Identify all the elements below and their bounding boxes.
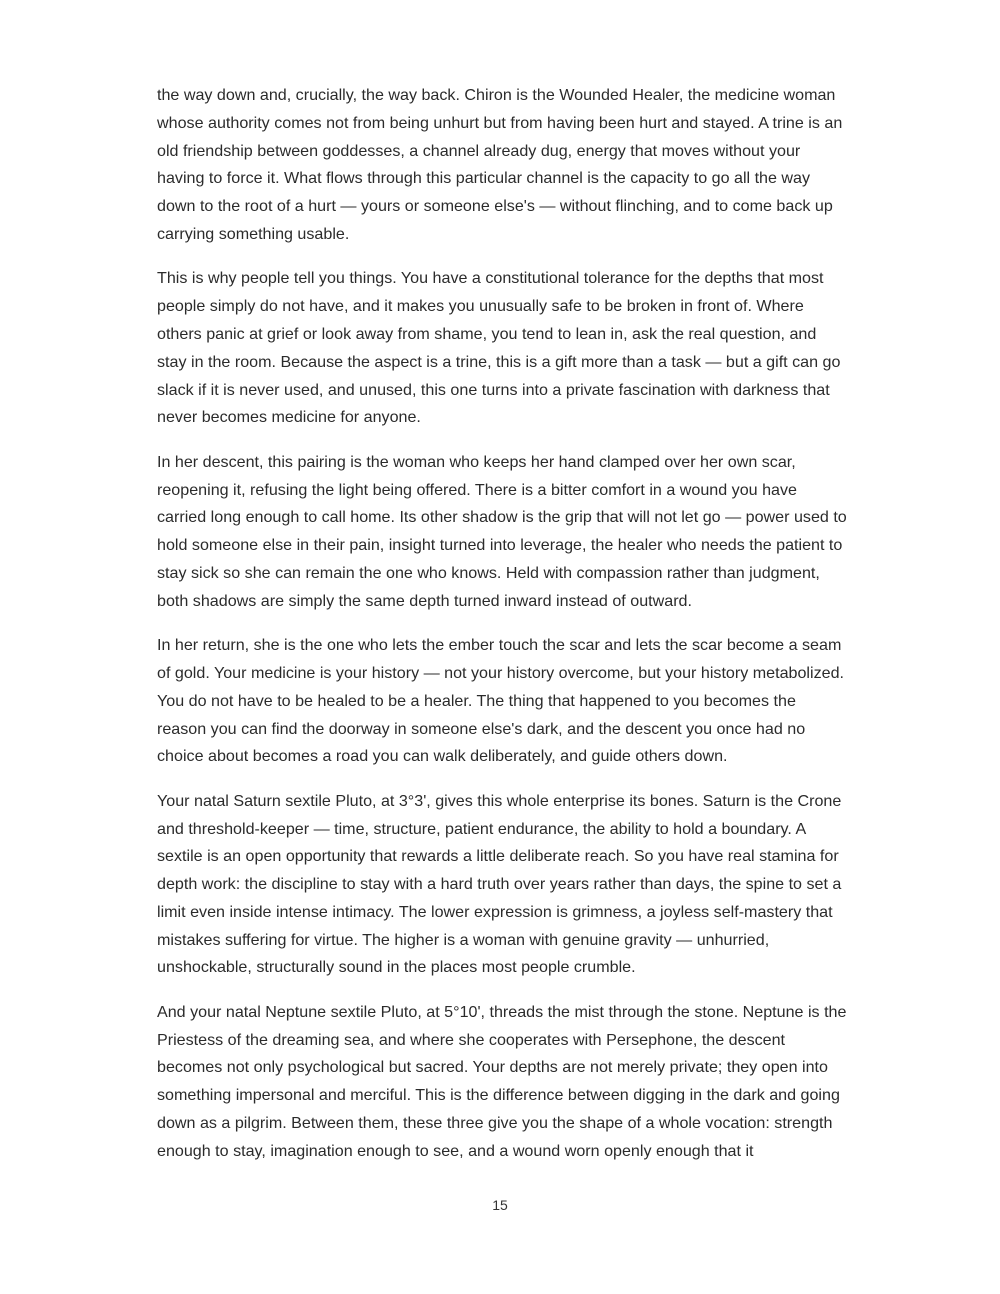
paragraph-saturn-sextile-pluto: Your natal Saturn sextile Pluto, at 3°3', gives this whole enterprise its bones. Saturn is the Crone and threshold-keeper — time, structure, patient endurance, the ability to hold a boundary. A sextile is an open opportunity that rewards a little deliberate reach. So you have real stamina for depth work: the discipline to stay with a hard truth over years rather than days, the spine to set a limit even inside intense intimacy. The lower expression is grimness, a joyless self-mastery that mistakes suffering for virtue. The higher is a woman with genuine gravity — unhurried, unshockable, structurally sound in the places most people crumble. [157,791,842,977]
page-number: 15 [492,1197,508,1213]
paragraph-chiron-trine: the way down and, crucially, the way back. Chiron is the Wounded Healer, the medicine woman whose authority comes not from being unhurt but from having been hurt and stayed. A trine is an old friendship between goddesses, a channel already dug, energy that moves without your having to force it. What flows through this particular channel is the capacity to go all the way down to the root of a hurt — yours or someone else's — without flinching, and to come back up carrying something usable. [157,86,843,243]
paragraph-return: In her return, she is the one who lets the ember touch the scar and lets the scar become a seam of gold. Your medicine is your history — not your history overcome, but your history metabolized. You do not have to be healed to be a healer. The thing that happened to you becomes the reason you can find the doorway in someone else's dark, and the descent you once had no choice about becomes a road you can walk deliberately, and guide others down. [157,636,844,766]
page-body [157,82,847,1182]
paragraph-why-people-tell-you: This is why people tell you things. You have a constitutional tolerance for the depths that most people simply do not have, and it makes you unusually safe to be broken in front of. Where others panic at grief or look away from shame, you tend to lean in, ask the real question, and stay in the room. Because the aspect is a trine, this is a gift more than a task — but a gift can go slack if it is never used, and unused, this one turns into a private fascination with darkness that never becomes medicine for anyone. [157,269,841,427]
paragraph-descent: In her descent, this pairing is the woman who keeps her hand clamped over her own scar, reopening it, refusing the light being offered. There is a bitter comfort in a wound you have carried long enough to call home. Its other shadow is the grip that will not let go — power used to hold someone else in their pain, insight turned into leverage, the healer who needs the patient to stay sick so she can remain the one who knows. Held with compassion rather than judgment, both shadows are simply the same depth turned inward instead of outward. [157,452,847,610]
paragraph-neptune-sextile-pluto: And your natal Neptune sextile Pluto, at 5°10', threads the mist through the stone. Neptune is the Priestess of the dreaming sea, and where she cooperates with Persephone, the descent becomes not only psychological but sacred. Your depths are not merely private; they open into something impersonal and merciful. This is the difference between digging in the dark and going down as a pilgrim. Between them, these three give you the shape of a whole vocation: strength enough to stay, imagination enough to see, and a wound worn openly enough that it [157,1002,847,1160]
